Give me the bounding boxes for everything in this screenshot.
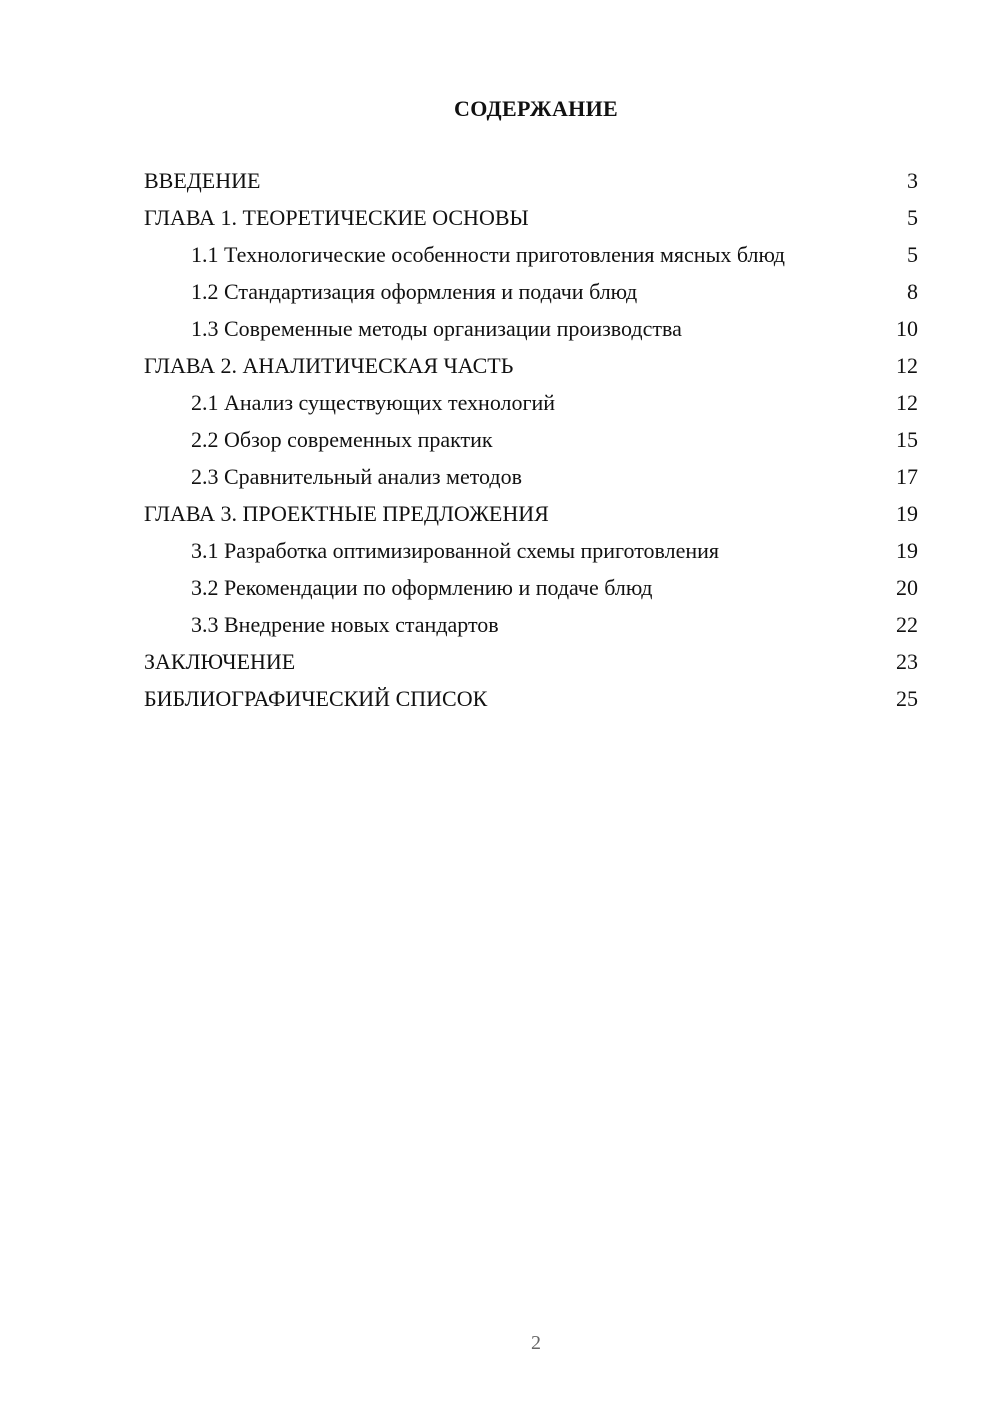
- toc-entry-page: 22: [896, 612, 918, 637]
- toc-entry-label: 1.3 Современные методы организации производства: [191, 316, 682, 341]
- toc-entry: [144, 353, 918, 379]
- toc-entry-label: БИБЛИОГРАФИЧЕСКИЙ СПИСОК: [144, 686, 488, 711]
- toc-entry-page: 10: [896, 316, 918, 341]
- toc-entry-page: 17: [896, 464, 918, 489]
- toc-entry: [144, 205, 918, 231]
- toc-entry-label: 2.1 Анализ существующих технологий: [191, 390, 556, 415]
- toc-entry-page: 12: [896, 390, 918, 415]
- toc-entry-label: ГЛАВА 2. АНАЛИТИЧЕСКАЯ ЧАСТЬ: [144, 353, 514, 378]
- toc-entry: [144, 501, 918, 527]
- toc-entry: [144, 279, 918, 305]
- toc-entry-label: 3.2 Рекомендации по оформлению и подаче блюд: [191, 575, 653, 600]
- toc-entry: [144, 390, 918, 416]
- toc-entry: [144, 427, 918, 453]
- toc-entry: [144, 686, 918, 712]
- toc-entry-label: 3.3 Внедрение новых стандартов: [191, 612, 499, 637]
- table-of-contents: [144, 168, 918, 723]
- toc-entry: [144, 649, 918, 675]
- toc-entry: [144, 168, 918, 194]
- toc-entry-label: 2.3 Сравнительный анализ методов: [191, 464, 522, 489]
- toc-entry-page: 5: [907, 242, 918, 267]
- toc-entry: [144, 538, 918, 564]
- toc-entry-page: 12: [896, 353, 918, 378]
- toc-entry-label: ГЛАВА 3. ПРОЕКТНЫЕ ПРЕДЛОЖЕНИЯ: [144, 501, 549, 526]
- toc-entry-page: 19: [896, 501, 918, 526]
- page-title: СОДЕРЖАНИЕ: [454, 96, 618, 121]
- toc-entry-label: 2.2 Обзор современных практик: [191, 427, 493, 452]
- toc-entry-page: 15: [896, 427, 918, 452]
- toc-entry: [144, 612, 918, 638]
- toc-entry-page: 5: [907, 205, 918, 230]
- toc-entry-page: 19: [896, 538, 918, 563]
- toc-entry-label: ВВЕДЕНИЕ: [144, 168, 261, 193]
- toc-entry: [144, 242, 918, 268]
- toc-entry: [144, 316, 918, 342]
- toc-entry-label: 3.1 Разработка оптимизированной схемы приготовления: [191, 538, 720, 563]
- toc-entry-page: 20: [896, 575, 918, 600]
- toc-entry-label: 1.1 Технологические особенности приготовления мясных блюд: [191, 242, 785, 267]
- toc-entry-page: 8: [907, 279, 918, 304]
- toc-entry-page: 25: [896, 686, 918, 711]
- toc-entry-page: 23: [896, 649, 918, 674]
- toc-entry-label: ЗАКЛЮЧЕНИЕ: [144, 649, 296, 674]
- toc-entry-label: 1.2 Стандартизация оформления и подачи блюд: [191, 279, 638, 304]
- page-number: 2: [531, 1332, 541, 1354]
- toc-entry-page: 3: [907, 168, 918, 193]
- toc-entry-label: ГЛАВА 1. ТЕОРЕТИЧЕСКИЕ ОСНОВЫ: [144, 205, 529, 230]
- toc-entry: [144, 464, 918, 490]
- toc-entry: [144, 575, 918, 601]
